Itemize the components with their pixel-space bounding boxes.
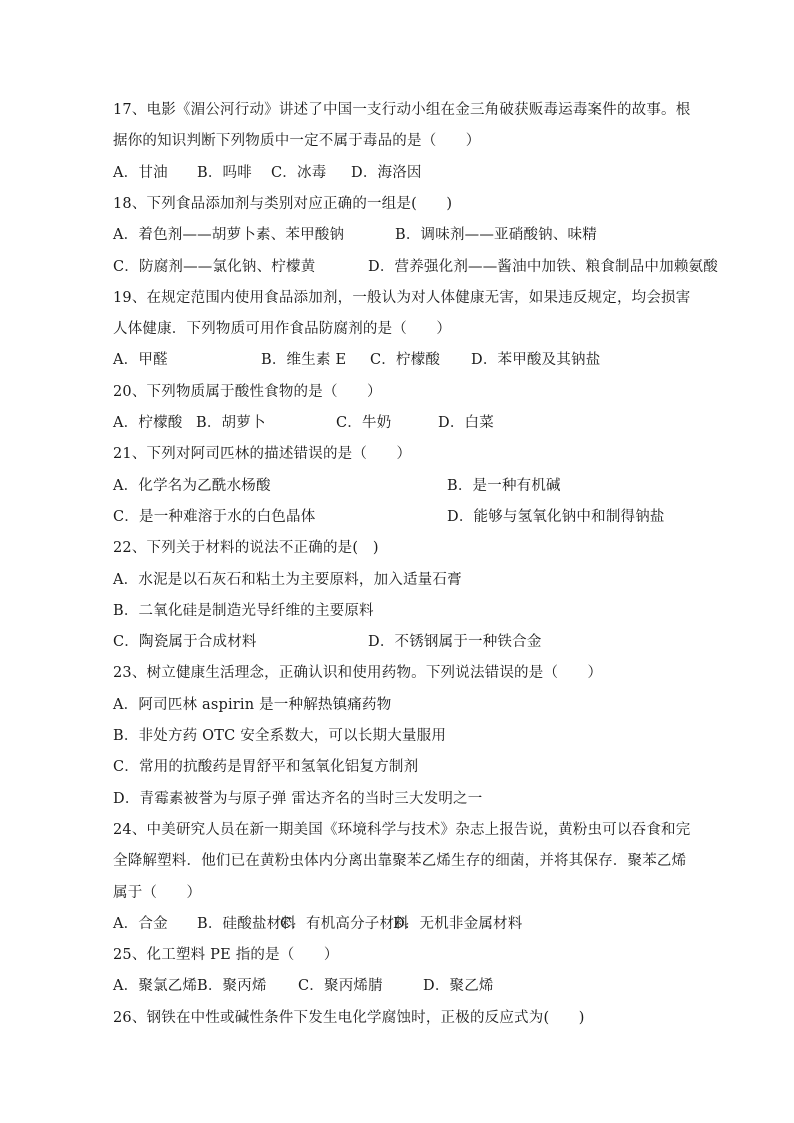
question-stem-line	[113, 444, 411, 464]
answer-option: B．硅酸盐材料	[197, 915, 297, 932]
question-stem-text: 18、下列食品添加剂与类别对应正确的一组是( )	[113, 195, 453, 212]
answer-option: B．胡萝卜	[196, 415, 266, 431]
question-stem-text: 26、钢铁在中性或碱性条件下发生电化学腐蚀时，正极的反应式为( )	[113, 1009, 585, 1026]
option-row	[113, 789, 713, 809]
answer-option: B．维生素 E	[261, 352, 347, 369]
question-stem-text: 21、下列对阿司匹林的描述错误的是（ ）	[113, 446, 412, 463]
option-row	[113, 350, 713, 370]
question-stem-line	[113, 820, 690, 840]
option-row	[113, 601, 713, 621]
option-row	[113, 976, 713, 996]
question-stem-text: 19、在规定范围内使用食品添加剂，一般认为对人体健康无害，如果违反规定，均会损害	[113, 289, 691, 306]
answer-option: A．水泥是以石灰石和粘土为主要原料，加入适量石膏	[113, 571, 462, 588]
answer-option: A．化学名为乙酰水杨酸	[113, 477, 271, 494]
question-stem-text: 据你的知识判断下列物质中一定不属于毒品的是（ ）	[113, 133, 481, 150]
question-stem-text: 25、化工塑料 PE 指的是（ ）	[113, 947, 339, 964]
question-stem-line	[113, 1008, 585, 1028]
answer-option: C．有机高分子材料	[280, 915, 409, 932]
answer-option: D．无机非金属材料	[393, 915, 523, 932]
question-stem-line	[113, 288, 690, 308]
answer-option: B．是一种有机碱	[447, 477, 561, 494]
answer-option: A．聚氯乙烯	[113, 978, 198, 995]
question-stem-line	[113, 131, 481, 151]
question-stem-text: 人体健康．下列物质可用作食品防腐剂的是（ ）	[113, 321, 452, 338]
question-stem-text: 全降解塑料．他们已在黄粉虫体内分离出靠聚苯乙烯生存的细菌，并将其保存．聚苯乙烯	[113, 853, 687, 870]
option-row	[113, 695, 713, 715]
question-stem-line	[113, 663, 602, 683]
option-row	[113, 413, 713, 433]
question-stem-text: 24、中美研究人员在新一期美国《环境科学与技术》杂志上报告说，黄粉虫可以吞食和完	[113, 821, 691, 838]
option-row	[113, 476, 713, 496]
question-stem-line	[113, 945, 339, 965]
answer-option: C．防腐剂——氯化钠、柠檬黄	[113, 258, 316, 275]
answer-option: D．能够与氢氧化钠中和制得钠盐	[447, 508, 665, 525]
answer-option: D．聚乙烯	[423, 978, 494, 995]
question-stem-text: 17、电影《湄公河行动》讲述了中国一支行动小组在金三角破获贩毒运毒案件的故事。根	[113, 102, 691, 118]
option-row	[113, 507, 713, 527]
question-stem-text: 20、下列物质属于酸性食物的是（ ）	[113, 383, 382, 400]
answer-option: A．甘油	[113, 164, 168, 181]
answer-option: D．白菜	[438, 415, 494, 431]
answer-option: C．常用的抗酸药是胃舒平和氢氧化铝复方制剂	[113, 759, 419, 776]
answer-option: D．苯甲酸及其钠盐	[471, 352, 601, 369]
answer-option: C．牛奶	[336, 415, 392, 431]
option-row	[113, 632, 713, 652]
answer-option: D．营养强化剂——酱油中加铁、粮食制品中加赖氨酸	[368, 258, 718, 275]
answer-option: D．不锈钢属于一种铁合金	[368, 634, 542, 651]
option-row	[113, 726, 713, 746]
answer-option: B．吗啡	[197, 164, 252, 181]
answer-option: A．着色剂——胡萝卜素、苯甲酸钠	[113, 227, 345, 244]
question-stem-text: 属于（ ）	[113, 884, 202, 901]
question-stem-line	[113, 382, 382, 402]
question-stem-text: 22、下列关于材料的说法不正确的是( )	[113, 540, 379, 557]
option-row	[113, 257, 718, 277]
answer-option: C．冰毒	[271, 164, 327, 181]
answer-option: D．海洛因	[351, 164, 422, 181]
question-stem-text: 23、树立健康生活理念，正确认识和使用药物。下列说法错误的是（ ）	[113, 665, 603, 682]
answer-option: C．聚丙烯腈	[298, 978, 383, 995]
answer-option: B．调味剂——亚硝酸钠、味精	[395, 227, 597, 244]
option-row	[113, 914, 713, 934]
answer-option: C．陶瓷属于合成材料	[113, 634, 257, 651]
answer-option: C．是一种难溶于水的白色晶体	[113, 508, 316, 525]
answer-option: B．非处方药 OTC 安全系数大，可以长期大量服用	[113, 728, 447, 744]
answer-option: C．柠檬酸	[370, 352, 441, 369]
question-stem-line	[113, 194, 452, 214]
answer-option: A．柠檬酸	[113, 415, 183, 431]
option-row	[113, 757, 713, 777]
question-stem-line	[113, 851, 686, 871]
answer-option: B．聚丙烯	[197, 978, 267, 995]
question-stem-line	[113, 538, 379, 558]
answer-option: A．合金	[113, 915, 168, 932]
option-row	[113, 570, 713, 590]
question-stem-line	[113, 100, 690, 120]
question-stem-line	[113, 883, 201, 903]
answer-option: B．二氧化硅是制造光导纤维的主要原料	[113, 602, 374, 619]
answer-option: A．阿司匹林 aspirin 是一种解热镇痛药物	[113, 696, 392, 713]
option-row	[113, 225, 713, 245]
answer-option: D．青霉素被誉为与原子弹 雷达齐名的当时三大发明之一	[113, 790, 483, 807]
option-row	[113, 163, 713, 183]
answer-option: A．甲醛	[113, 352, 168, 369]
question-stem-line	[113, 319, 451, 339]
